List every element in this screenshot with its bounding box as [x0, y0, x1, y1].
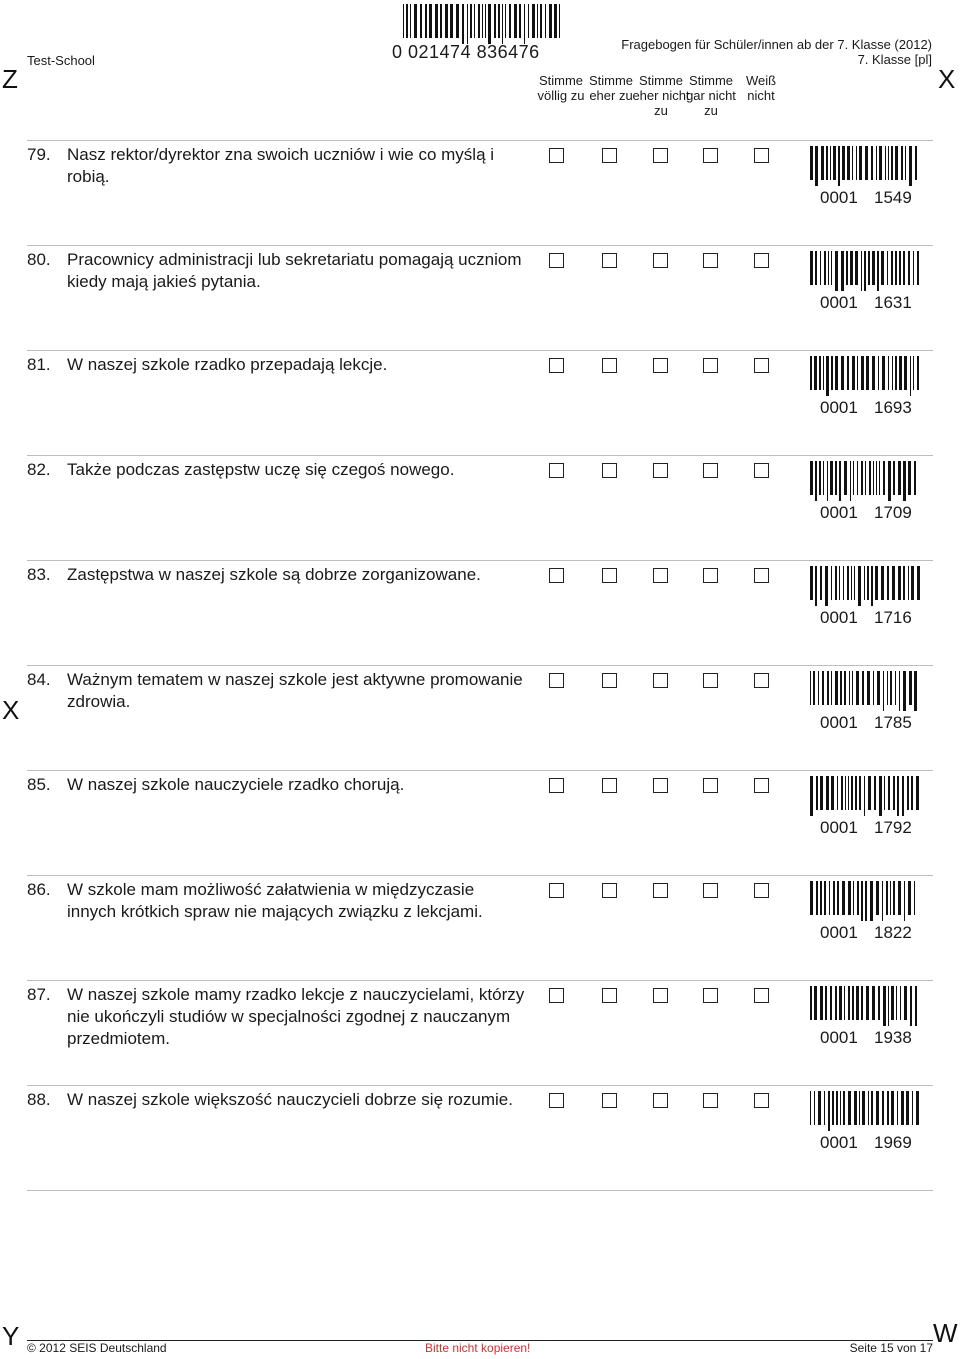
answer-checkbox-rather-agree[interactable]: [602, 358, 617, 373]
question-barcode: [810, 776, 920, 816]
answer-checkbox-disagree[interactable]: [703, 568, 718, 583]
answer-checkbox-disagree[interactable]: [703, 988, 718, 1003]
row-divider: [27, 875, 933, 876]
answer-checkbox-dont-know[interactable]: [754, 778, 769, 793]
answer-checkbox-rather-disagree[interactable]: [653, 673, 668, 688]
questionnaire-class: 7. Klasse [pl]: [857, 52, 932, 67]
question-number: 87.: [27, 985, 51, 1004]
row-divider: [27, 665, 933, 666]
answer-checkbox-rather-disagree[interactable]: [653, 778, 668, 793]
answer-checkbox-dont-know[interactable]: [754, 988, 769, 1003]
answer-checkbox-rather-disagree[interactable]: [653, 463, 668, 478]
answer-checkbox-fully-agree[interactable]: [549, 253, 564, 268]
answer-checkbox-fully-agree[interactable]: [549, 673, 564, 688]
answer-checkbox-rather-agree[interactable]: [602, 778, 617, 793]
barcode-code-number: 1938: [874, 1028, 912, 1047]
answer-checkbox-rather-disagree[interactable]: [653, 358, 668, 373]
question-text: Zastępstwa w naszej szkole są dobrze zorganizowane.: [67, 565, 481, 584]
barcode-code-prefix: 0001: [820, 713, 858, 732]
barcode-code: [820, 188, 920, 208]
question-number: 81.: [27, 355, 51, 374]
answer-checkbox-dont-know[interactable]: [754, 463, 769, 478]
barcode-code: [820, 293, 920, 313]
question-barcode: [810, 566, 920, 606]
row-divider: [27, 770, 933, 771]
barcode-code: [820, 608, 920, 628]
barcode-code: [820, 1133, 920, 1153]
barcode-code: [820, 713, 920, 733]
answer-checkbox-fully-agree[interactable]: [549, 568, 564, 583]
answer-checkbox-disagree[interactable]: [703, 1093, 718, 1108]
form-number: 0 021474 836476: [392, 42, 540, 62]
question-text: Nasz rektor/dyrektor zna swoich uczniów i wie co myślą i robią.: [67, 145, 495, 186]
answer-checkbox-dont-know[interactable]: [754, 673, 769, 688]
question-number: 82.: [27, 460, 51, 479]
row-divider: [27, 455, 933, 456]
question-number: 86.: [27, 880, 51, 899]
answer-checkbox-dont-know[interactable]: [754, 253, 769, 268]
barcode-code-prefix: 0001: [820, 293, 858, 312]
question-number: 79.: [27, 145, 51, 164]
question-text: W naszej szkole rzadko przepadają lekcje.: [67, 355, 388, 374]
column-header-rather-agree: Stimme eher zu: [588, 73, 634, 103]
questionnaire-title: Fragebogen für Schüler/innen ab der 7. Klasse (2012): [621, 37, 932, 52]
question-barcode: [810, 1091, 920, 1131]
answer-checkbox-disagree[interactable]: [703, 358, 718, 373]
row-divider: [27, 1190, 933, 1191]
question-text: W naszej szkole nauczyciele rzadko chorują.: [67, 775, 405, 794]
barcode-code-prefix: 0001: [820, 1133, 858, 1152]
column-header-dont-know: Weiß nicht: [745, 73, 777, 103]
answer-checkbox-rather-agree[interactable]: [602, 253, 617, 268]
answer-checkbox-rather-disagree[interactable]: [653, 1093, 668, 1108]
barcode-code-prefix: 0001: [820, 923, 858, 942]
barcode-code-number: 1549: [874, 188, 912, 207]
answer-checkbox-rather-disagree[interactable]: [653, 568, 668, 583]
row-divider: [27, 980, 933, 981]
page-number: Seite 15 von 17: [849, 1341, 933, 1355]
barcode-code-prefix: 0001: [820, 1028, 858, 1047]
answer-checkbox-dont-know[interactable]: [754, 568, 769, 583]
answer-checkbox-rather-agree[interactable]: [602, 883, 617, 898]
barcode-code: [820, 1028, 920, 1048]
row-divider: [27, 350, 933, 351]
registration-mark-top-left: Z: [2, 64, 18, 94]
answer-checkbox-dont-know[interactable]: [754, 148, 769, 163]
question-number: 84.: [27, 670, 51, 689]
barcode-code: [820, 398, 920, 418]
question-barcode: [810, 461, 920, 501]
registration-mark-bottom-left: Y: [2, 1321, 20, 1351]
registration-mark-top-right: X: [938, 64, 956, 94]
question-number: 80.: [27, 250, 51, 269]
answer-checkbox-fully-agree[interactable]: [549, 358, 564, 373]
answer-checkbox-rather-disagree[interactable]: [653, 883, 668, 898]
question-number: 85.: [27, 775, 51, 794]
answer-checkbox-fully-agree[interactable]: [549, 1093, 564, 1108]
barcode-code-prefix: 0001: [820, 818, 858, 837]
question-text: Także podczas zastępstw uczę się czegoś nowego.: [67, 460, 455, 479]
answer-checkbox-fully-agree[interactable]: [549, 778, 564, 793]
barcode-code-number: 1969: [874, 1133, 912, 1152]
answer-checkbox-rather-disagree[interactable]: [653, 253, 668, 268]
answer-checkbox-rather-agree[interactable]: [602, 988, 617, 1003]
answer-checkbox-fully-agree[interactable]: [549, 463, 564, 478]
column-header-rather-disagree: Stimme eher nicht zu: [632, 73, 690, 118]
answer-checkbox-fully-agree[interactable]: [549, 883, 564, 898]
answer-checkbox-dont-know[interactable]: [754, 883, 769, 898]
row-divider: [27, 1085, 933, 1086]
answer-checkbox-fully-agree[interactable]: [549, 148, 564, 163]
copyright: © 2012 SEIS Deutschland: [27, 1341, 167, 1355]
copy-notice: Bitte nicht kopieren!: [425, 1341, 531, 1355]
barcode-code-number: 1716: [874, 608, 912, 627]
barcode-code-prefix: 0001: [820, 608, 858, 627]
barcode-code: [820, 923, 920, 943]
row-divider: [27, 560, 933, 561]
answer-checkbox-rather-agree[interactable]: [602, 568, 617, 583]
question-text: Pracownicy administracji lub sekretariatu pomagają uczniom kiedy mają jakieś pytania.: [67, 250, 522, 291]
barcode-code-number: 1792: [874, 818, 912, 837]
form-barcode: [403, 4, 563, 44]
answer-checkbox-fully-agree[interactable]: [549, 988, 564, 1003]
answer-checkbox-disagree[interactable]: [703, 148, 718, 163]
barcode-code-number: 1693: [874, 398, 912, 417]
question-text: Ważnym tematem w naszej szkole jest aktywne promowanie zdrowia.: [67, 670, 523, 711]
answer-checkbox-rather-disagree[interactable]: [653, 148, 668, 163]
column-header-fully-agree: Stimme völlig zu: [537, 73, 585, 103]
column-header-disagree: Stimme gar nicht zu: [686, 73, 736, 118]
question-barcode: [810, 881, 920, 921]
barcode-code-prefix: 0001: [820, 188, 858, 207]
barcode-code-number: 1631: [874, 293, 912, 312]
answer-checkbox-disagree[interactable]: [703, 673, 718, 688]
barcode-code-prefix: 0001: [820, 398, 858, 417]
question-barcode: [810, 986, 920, 1026]
question-number: 88.: [27, 1090, 51, 1109]
answer-checkbox-disagree[interactable]: [703, 463, 718, 478]
question-number: 83.: [27, 565, 51, 584]
row-divider: [27, 245, 933, 246]
answer-checkbox-rather-agree[interactable]: [602, 463, 617, 478]
answer-checkbox-disagree[interactable]: [703, 253, 718, 268]
barcode-code: [820, 503, 920, 523]
row-divider: [27, 140, 933, 141]
answer-checkbox-rather-agree[interactable]: [602, 148, 617, 163]
question-text: W naszej szkole mamy rzadko lekcje z nauczycielami, którzy nie ukończyli studiów w specjalności zgodnej z nauczanym przedmiotem.: [67, 985, 525, 1048]
barcode-code-number: 1822: [874, 923, 912, 942]
question-barcode: [810, 671, 920, 711]
answer-checkbox-rather-agree[interactable]: [602, 1093, 617, 1108]
answer-checkbox-dont-know[interactable]: [754, 358, 769, 373]
barcode-code-number: 1709: [874, 503, 912, 522]
barcode-code-number: 1785: [874, 713, 912, 732]
answer-checkbox-dont-know[interactable]: [754, 1093, 769, 1108]
question-barcode: [810, 356, 920, 396]
answer-checkbox-disagree[interactable]: [703, 778, 718, 793]
question-barcode: [810, 146, 920, 186]
barcode-code: [820, 818, 920, 838]
answer-checkbox-rather-agree[interactable]: [602, 673, 617, 688]
barcode-code-prefix: 0001: [820, 503, 858, 522]
school-name: Test-School: [27, 53, 95, 68]
question-text: W szkole mam możliwość załatwienia w międzyczasie innych krótkich spraw nie mających związku z lekcjami.: [67, 880, 483, 921]
question-text: W naszej szkole większość nauczycieli dobrze się rozumie.: [67, 1090, 513, 1109]
registration-mark-middle-left: X: [2, 695, 20, 725]
answer-checkbox-rather-disagree[interactable]: [653, 988, 668, 1003]
answer-checkbox-disagree[interactable]: [703, 883, 718, 898]
registration-mark-bottom-right: W: [933, 1318, 958, 1348]
question-barcode: [810, 251, 920, 291]
